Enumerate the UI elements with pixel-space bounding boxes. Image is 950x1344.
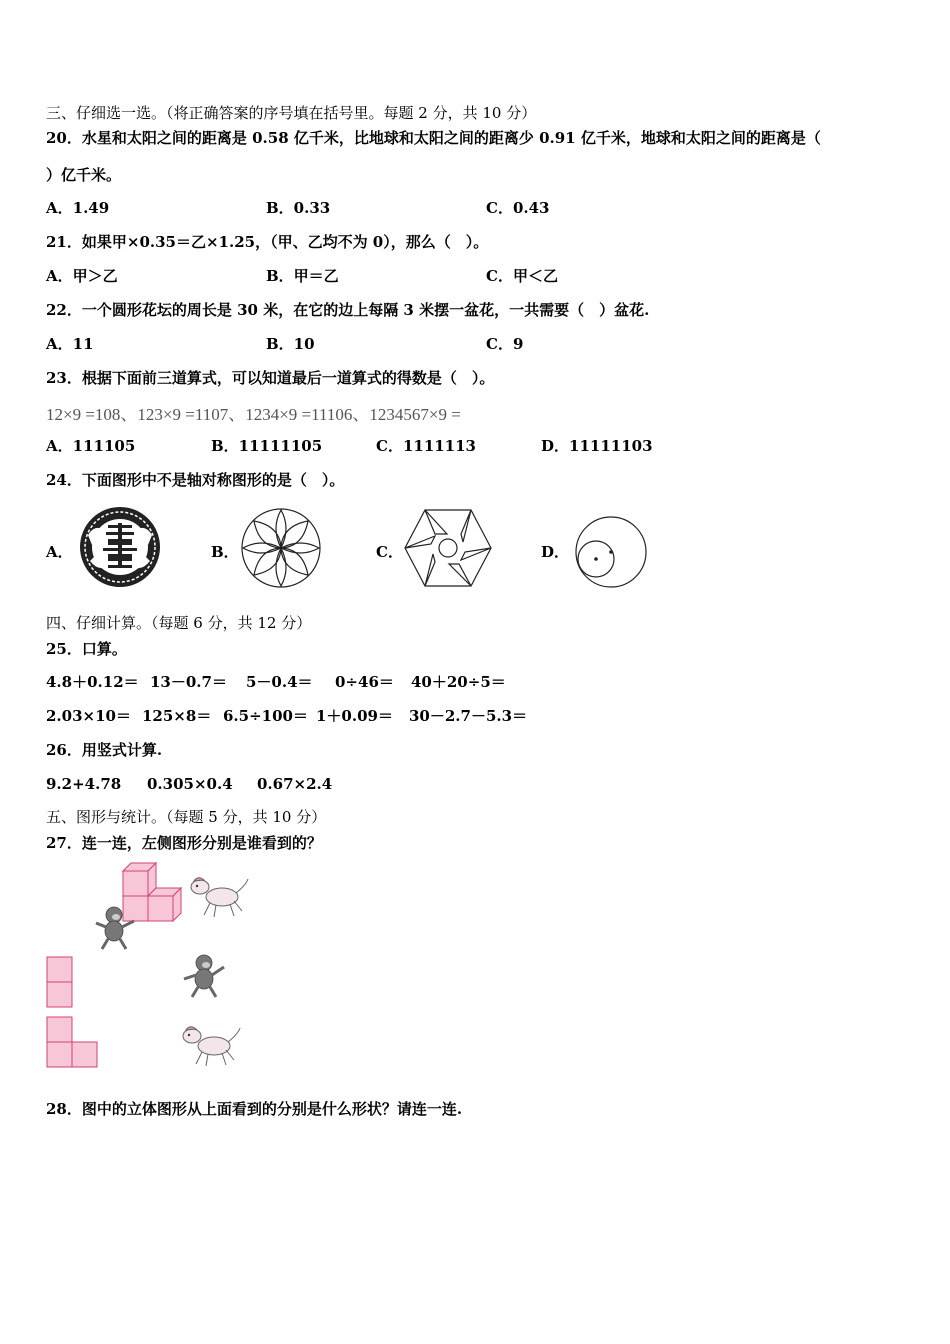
q23-text: 23．根据下面前三道算式，可以知道最后一道算式的得数是（ ）。 [46, 369, 495, 387]
eight-petal-flower-icon [240, 507, 322, 589]
q23-option-d: D．11111103 [541, 437, 653, 455]
q21-option-b: B．甲＝乙 [266, 267, 339, 285]
q25-row2-item: 1＋0.09＝ [316, 707, 393, 725]
q21-text: 21．如果甲×0.35＝乙×1.25，（甲、乙均不为 0），那么（ ）。 [46, 233, 489, 251]
q25-row1-item: 0÷46＝ [335, 673, 394, 691]
q20-option-a: A．1.49 [46, 199, 110, 217]
dog-icon [180, 1022, 242, 1068]
view-two-vertical-squares [46, 956, 74, 1008]
q23-option-c: C．1111113 [376, 437, 476, 455]
q22-option-a: A．11 [46, 335, 94, 353]
section4-heading: 四、仔细计算。（每题 6 分，共 12 分） [46, 614, 312, 632]
q25-row2-item: 2.03×10＝ [46, 707, 131, 725]
pinwheel-hexagon-icon [403, 508, 493, 588]
section3-heading: 三、仔细选一选。（将正确答案的序号填在括号里。每题 2 分，共 10 分） [46, 104, 537, 122]
view-l-shape-squares [46, 1016, 99, 1068]
q24-option-c-label: C． [376, 543, 403, 561]
q25-row1-item: 5－0.4＝ [246, 673, 313, 691]
q25-text: 25．口算。 [46, 640, 127, 658]
q20-option-b: B．0.33 [266, 199, 331, 217]
q22-text: 22．一个圆形花坛的周长是 30 米，在它的边上每隔 3 米摆一盆花，一共需要（ ）盆花. [46, 301, 650, 319]
q26-text: 26．用竖式计算. [46, 741, 163, 759]
q25-row1-item: 40＋20÷5＝ [411, 673, 506, 691]
double-happiness-icon [78, 505, 162, 589]
q25-row1-item: 4.8＋0.12＝ [46, 673, 139, 691]
q20-option-c: C．0.43 [486, 199, 550, 217]
q25-row2-item: 30－2.7－5.3＝ [409, 707, 528, 725]
q25-row2-item: 6.5÷100＝ [223, 707, 308, 725]
q26-item: 9.2+4.78 [46, 775, 122, 793]
q22-option-c: C．9 [486, 335, 524, 353]
q25-row2-item: 125×8＝ [142, 707, 212, 725]
q27-text: 27．连一连，左侧图形分别是谁看到的？ [46, 834, 322, 852]
q23-equations: 12×9 =108、123×9 =1107、1234×9 =11106、1234567×9 = [46, 405, 461, 424]
q25-row1-item: 13－0.7＝ [150, 673, 227, 691]
monkey-icon [92, 905, 138, 951]
q24-option-d-label: D． [541, 543, 570, 561]
q24-option-a-label: A． [46, 543, 73, 561]
q24-option-b-label: B． [211, 543, 239, 561]
monkey-icon [180, 953, 228, 999]
q24-text: 24．下面图形中不是轴对称图形的是（ ）。 [46, 471, 345, 489]
section5-heading: 五、图形与统计。（每题 5 分，共 10 分） [46, 808, 327, 826]
dog-icon [188, 873, 250, 919]
q26-item: 0.67×2.4 [257, 775, 333, 793]
q28-text: 28．图中的立体图形从上面看到的分别是什么形状？请连一连. [46, 1100, 463, 1118]
q23-option-b: B．11111105 [211, 437, 323, 455]
q23-option-a: A．111105 [46, 437, 136, 455]
q22-option-b: B．10 [266, 335, 315, 353]
q21-option-a: A．甲＞乙 [46, 267, 118, 285]
q20-line1: 20．水星和太阳之间的距离是 0.58 亿千米，比地球和太阳之间的距离少 0.91 亿千米，地球和太阳之间的距离是（ [46, 129, 821, 147]
q26-item: 0.305×0.4 [147, 775, 233, 793]
nested-circles-icon [572, 515, 648, 589]
q21-option-c: C．甲＜乙 [486, 267, 558, 285]
q20-line2: ）亿千米。 [46, 166, 122, 184]
